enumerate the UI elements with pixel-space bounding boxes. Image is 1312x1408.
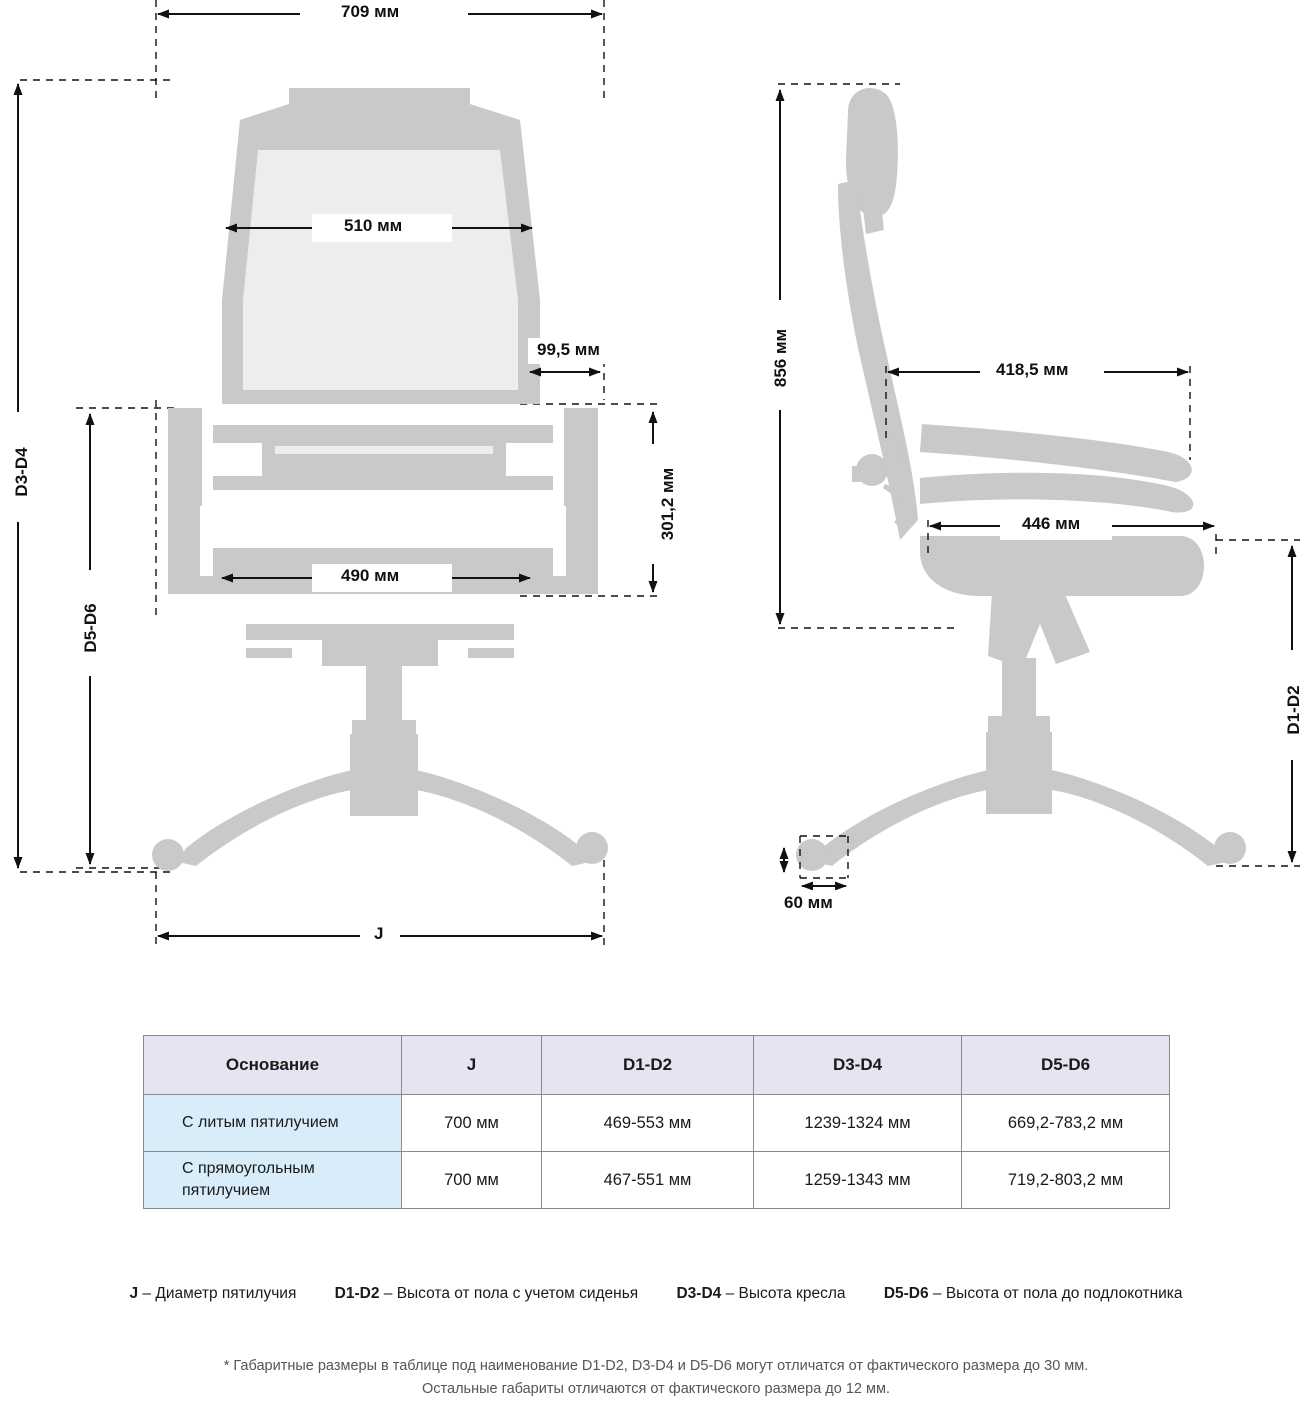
table-header-d5d6: D5-D6 [962, 1036, 1170, 1095]
table-cell-base: С прямоугольным пятилучием [144, 1152, 402, 1209]
legend-text-d3d4: – Высота кресла [725, 1285, 846, 1302]
table-header-j: J [402, 1036, 542, 1095]
table-cell-d3d4: 1239-1324 мм [754, 1095, 962, 1152]
dim-label-overall-width: 709 мм [341, 2, 400, 21]
dim-label-backrest-height-lower: 301,2 мм [658, 467, 677, 541]
table-header-row [144, 1036, 1170, 1095]
legend-code-d3d4: D3-D4 [676, 1285, 722, 1302]
table-cell-d1d2: 469-553 мм [542, 1095, 754, 1152]
dim-label-back-depth: 418,5 мм [996, 360, 1069, 379]
legend-text-d5d6: – Высота от пола до подлокотника [932, 1285, 1183, 1302]
specs-table-wrapper [143, 1035, 1169, 1209]
table-cell-d5d6: 719,2-803,2 мм [962, 1152, 1170, 1209]
table-cell-base: С литым пятилучием [144, 1095, 402, 1152]
table-header-base: Основание [144, 1036, 402, 1095]
footnote [0, 1355, 1312, 1401]
legend-code-j: J [129, 1285, 139, 1302]
chair-front-view [152, 88, 608, 871]
legend-item-d1d2 [335, 1285, 639, 1303]
table-cell-d1d2: 467-551 мм [542, 1152, 754, 1209]
dim-label-d5-d6: D5-D6 [81, 603, 100, 653]
table-cell-d3d4: 1259-1343 мм [754, 1152, 962, 1209]
dim-label-d1-d2: D1-D2 [1284, 685, 1303, 735]
table-header-d3d4: D3-D4 [754, 1036, 962, 1095]
legend-item-d3d4 [676, 1285, 845, 1303]
legend-item-d5d6 [884, 1285, 1183, 1303]
dim-label-j: J [374, 924, 384, 943]
footnote-line-2: Остальные габариты отличаются от фактического размера до 12 мм. [422, 1381, 890, 1398]
table-row [144, 1095, 1170, 1152]
table-cell-d5d6: 669,2-783,2 мм [962, 1095, 1170, 1152]
legend-text-j: – Диаметр пятилучия [142, 1285, 297, 1302]
dim-label-armrest-offset: 99,5 мм [537, 340, 600, 359]
dim-label-back-height: 856 мм [771, 328, 790, 388]
table-header-d1d2: D1-D2 [542, 1036, 754, 1095]
table-cell-j: 700 мм [402, 1095, 542, 1152]
table-row [144, 1152, 1170, 1209]
table-cell-j: 700 мм [402, 1152, 542, 1209]
legend [0, 1285, 1312, 1303]
dim-label-backrest-width: 510 мм [344, 216, 403, 235]
dim-label-caster-size: 60 мм [784, 893, 833, 912]
footnote-line-1: * Габаритные размеры в таблице под наименование D1-D2, D3-D4 и D5-D6 могут отличатся от фактического размера до 30 мм. [223, 1358, 1089, 1374]
chair-side-view [796, 88, 1246, 871]
dim-label-d3-d4: D3-D4 [12, 447, 31, 497]
legend-code-d5d6: D5-D6 [883, 1285, 929, 1302]
dim-label-seat-width: 490 мм [341, 566, 400, 585]
legend-item-j [129, 1285, 296, 1303]
legend-code-d1d2: D1-D2 [334, 1285, 380, 1302]
legend-text-d1d2: – Высота от пола с учетом сиденья [383, 1285, 639, 1302]
specs-table [143, 1035, 1170, 1209]
dim-label-seat-depth: 446 мм [1022, 514, 1081, 533]
